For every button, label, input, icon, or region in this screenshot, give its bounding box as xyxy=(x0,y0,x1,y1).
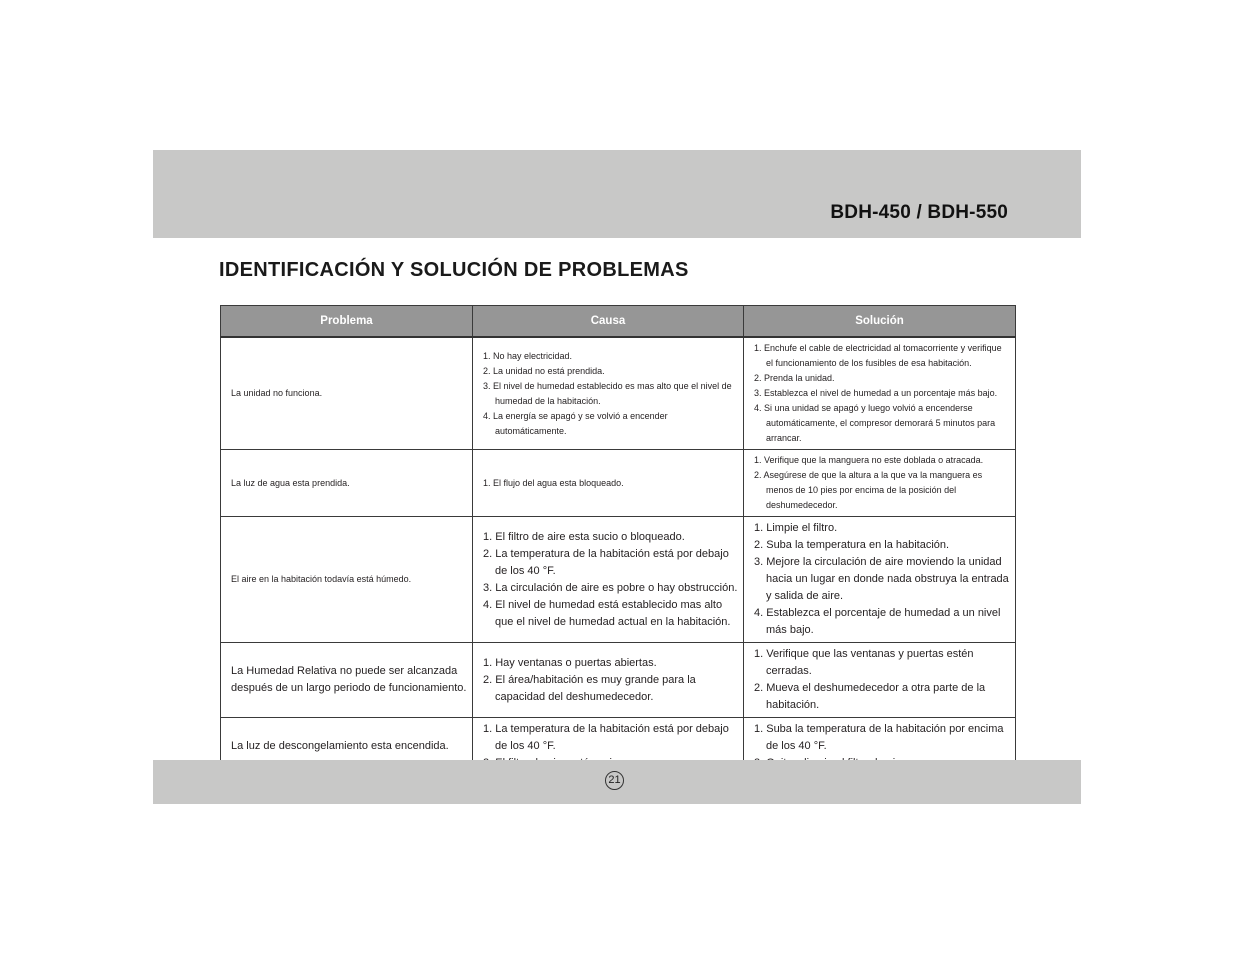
table-row xyxy=(221,517,1016,643)
table-header-row xyxy=(221,306,1016,338)
table-row xyxy=(221,450,1016,517)
solution-item: 1. Limpie el filtro. xyxy=(754,522,838,534)
header-solution: Solución xyxy=(744,306,1016,338)
solution-item: 2. Prenda la unidad. xyxy=(754,373,835,383)
cause-item: 1. El filtro de aire esta sucio o bloqueado. xyxy=(483,530,685,543)
solution-cell xyxy=(744,450,1016,517)
solution-item: 1. Verifique que las ventanas y puertas estén cerradas. xyxy=(754,648,974,677)
header-problem: Problema xyxy=(221,306,473,338)
solution-item: 4. Establezca el porcentaje de humedad a un nivel más bajo. xyxy=(754,607,1001,636)
solution-item: 2. Mueva el deshumedecedor a otra parte de la habitación. xyxy=(754,682,986,711)
solution-item: 2. Asegúrese de que la altura a la que va la manguera es menos de 10 pies por encima de la posición del deshumedecedor. xyxy=(754,470,983,510)
solution-cell xyxy=(744,337,1016,450)
cause-item: 1. No hay electricidad. xyxy=(483,350,573,361)
page-title: IDENTIFICACIÓN Y SOLUCIÓN DE PROBLEMAS xyxy=(219,259,689,281)
cause-cell xyxy=(473,517,744,643)
page-number: 21 xyxy=(605,771,624,790)
problem-cell: La luz de descongelamiento esta encendida. xyxy=(221,718,473,776)
cause-item: 4. La energía se apagó y se volvió a encender automáticamente. xyxy=(483,410,668,436)
cause-item: 2. La unidad no está prendida. xyxy=(483,365,605,376)
cause-item: 4. El nivel de humedad está establecido mas alto que el nivel de humedad actual en la habitación. xyxy=(483,598,731,628)
cause-item: 3. El nivel de humedad establecido es mas alto que el nivel de humedad de la habitación. xyxy=(483,380,732,406)
solution-item: 3. Mejore la circulación de aire moviendo la unidad hacia un lugar en donde nada obstruya la entrada y salida de aire. xyxy=(754,556,1009,602)
table-row xyxy=(221,643,1016,718)
problem-cell: La Humedad Relativa no puede ser alcanzada después de un largo periodo de funcionamiento. xyxy=(221,643,473,718)
solution-item: 1. Enchufe el cable de electricidad al tomacorriente y verifique el funcionamiento de los fusibles de esa habitación. xyxy=(754,343,1002,368)
header-cause: Causa xyxy=(473,306,744,338)
solution-cell xyxy=(744,643,1016,718)
troubleshooting-table xyxy=(220,305,1016,776)
solution-item: 4. Si una unidad se apagó y luego volvió a encenderse automáticamente, el compresor demorará 5 minutos para arrancar. xyxy=(754,403,996,443)
cause-item: 1. El flujo del agua esta bloqueado. xyxy=(483,477,624,488)
problem-cell: El aire en la habitación todavía está húmedo. xyxy=(221,517,473,643)
cause-item: 2. El área/habitación es muy grande para la capacidad del deshumedecedor. xyxy=(483,673,696,703)
cause-cell xyxy=(473,643,744,718)
solution-cell xyxy=(744,517,1016,643)
cause-item: 1. Hay ventanas o puertas abiertas. xyxy=(483,656,657,669)
cause-cell xyxy=(473,450,744,517)
header-band xyxy=(153,150,1081,238)
solution-item: 1. Suba la temperatura de la habitación por encima de los 40 °F. xyxy=(754,723,1004,752)
table-row xyxy=(221,337,1016,450)
solution-item: 2. Suba la temperatura en la habitación. xyxy=(754,539,950,551)
model-number: BDH-450 / BDH-550 xyxy=(830,202,1008,223)
cause-item: 1. La temperatura de la habitación está por debajo de los 40 °F. xyxy=(483,723,729,752)
solution-item: 3. Establezca el nivel de humedad a un porcentaje más bajo. xyxy=(754,388,998,398)
cause-cell xyxy=(473,337,744,450)
cause-item: 3. La circulación de aire es pobre o hay obstrucción. xyxy=(483,581,738,594)
problem-cell: La unidad no funciona. xyxy=(221,337,473,450)
problem-cell: La luz de agua esta prendida. xyxy=(221,450,473,517)
solution-item: 1. Verifique que la manguera no este doblada o atracada. xyxy=(754,455,984,465)
cause-item: 2. La temperatura de la habitación está por debajo de los 40 °F. xyxy=(483,547,729,577)
